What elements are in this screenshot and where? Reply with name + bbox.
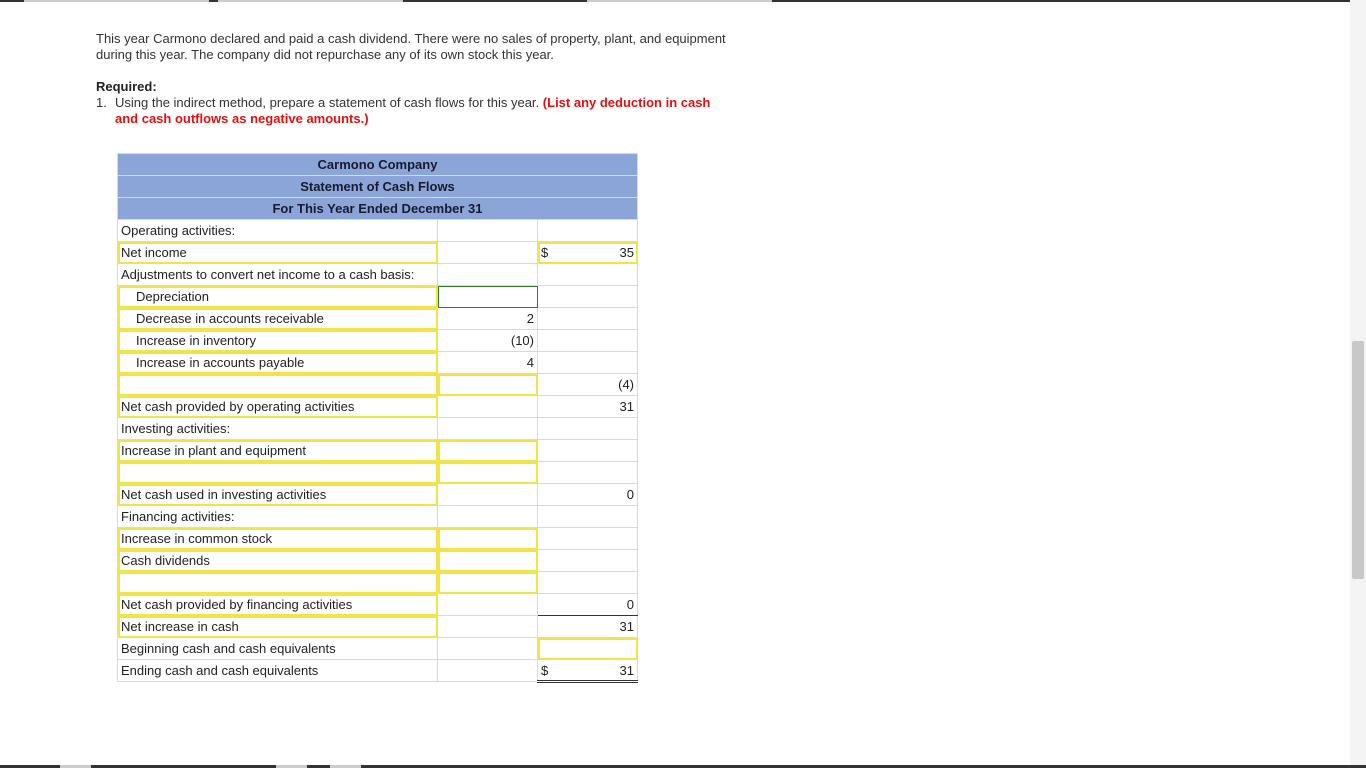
amount-cell bbox=[438, 264, 538, 286]
row-label: Beginning cash and cash equivalents bbox=[118, 638, 438, 660]
amount-value[interactable]: (10) bbox=[438, 330, 538, 352]
row-label-dropdown[interactable]: Increase in plant and equipment bbox=[118, 440, 438, 462]
amount-cell bbox=[438, 220, 538, 242]
row-label-dropdown[interactable] bbox=[118, 462, 438, 484]
required-section bbox=[96, 79, 736, 127]
header-row bbox=[118, 176, 638, 198]
table-row bbox=[118, 550, 638, 572]
required-item-number: 1. bbox=[96, 95, 107, 110]
table-row bbox=[118, 220, 638, 242]
table-row bbox=[118, 330, 638, 352]
total-cell bbox=[538, 440, 638, 462]
amount-input[interactable] bbox=[438, 572, 538, 594]
table-row bbox=[118, 572, 638, 594]
table-row bbox=[118, 308, 638, 330]
total-input[interactable] bbox=[538, 638, 638, 660]
required-instruction: Using the indirect method, prepare a statement of cash flows for this year. bbox=[115, 95, 540, 110]
company-name: Carmono Company bbox=[118, 154, 638, 176]
total-cell bbox=[538, 418, 638, 440]
total-cell bbox=[538, 528, 638, 550]
statement-title: Statement of Cash Flows bbox=[118, 176, 638, 198]
total-value[interactable]: 0 bbox=[538, 594, 638, 616]
cash-flow-statement-table bbox=[117, 153, 638, 683]
required-item-text bbox=[115, 95, 736, 127]
header-row bbox=[118, 198, 638, 220]
total-value: 35 bbox=[619, 245, 634, 260]
amount-cell bbox=[438, 418, 538, 440]
row-label-dropdown[interactable]: Decrease in accounts receivable bbox=[118, 308, 438, 330]
row-label-dropdown[interactable]: Cash dividends bbox=[118, 550, 438, 572]
total-cell bbox=[538, 550, 638, 572]
total-value: 31 bbox=[619, 662, 634, 678]
table-row bbox=[118, 242, 638, 264]
amount-cell bbox=[438, 506, 538, 528]
total-value[interactable]: 0 bbox=[538, 484, 638, 506]
table-row bbox=[118, 506, 638, 528]
total-input[interactable] bbox=[538, 242, 638, 264]
statement-period: For This Year Ended December 31 bbox=[118, 198, 638, 220]
row-label-dropdown[interactable]: Net increase in cash bbox=[118, 616, 438, 638]
total-cell bbox=[538, 286, 638, 308]
table-row bbox=[118, 418, 638, 440]
amount-input[interactable] bbox=[438, 440, 538, 462]
row-label-dropdown[interactable] bbox=[118, 572, 438, 594]
table-row bbox=[118, 440, 638, 462]
row-label-dropdown[interactable] bbox=[118, 374, 438, 396]
total-value[interactable]: 31 bbox=[538, 396, 638, 418]
amount-input-active[interactable] bbox=[438, 286, 538, 308]
total-value[interactable]: 31 bbox=[538, 616, 638, 638]
question-content bbox=[96, 31, 736, 127]
table-row bbox=[118, 594, 638, 616]
row-label-dropdown[interactable]: Depreciation bbox=[118, 286, 438, 308]
amount-cell bbox=[438, 594, 538, 616]
row-label: Financing activities: bbox=[118, 506, 438, 528]
row-label-dropdown[interactable]: Net cash used in investing activities bbox=[118, 484, 438, 506]
table-row bbox=[118, 264, 638, 286]
row-label-dropdown[interactable]: Increase in accounts payable bbox=[118, 352, 438, 374]
total-value[interactable]: (4) bbox=[538, 374, 638, 396]
amount-cell bbox=[438, 242, 538, 264]
amount-input[interactable] bbox=[438, 550, 538, 572]
amount-input[interactable] bbox=[438, 462, 538, 484]
table-row bbox=[118, 396, 638, 418]
row-label: Operating activities: bbox=[118, 220, 438, 242]
total-cell bbox=[538, 506, 638, 528]
total-cell bbox=[538, 264, 638, 286]
total-cell bbox=[538, 572, 638, 594]
total-cell bbox=[538, 220, 638, 242]
vertical-scrollbar[interactable] bbox=[1350, 0, 1366, 768]
total-cell bbox=[538, 330, 638, 352]
required-item bbox=[96, 95, 736, 127]
top-tab-indicator bbox=[24, 0, 209, 2]
currency-symbol: $ bbox=[541, 662, 549, 678]
ending-cash-total bbox=[538, 660, 638, 682]
amount-input[interactable] bbox=[438, 374, 538, 396]
top-tab-indicator bbox=[587, 0, 772, 2]
row-label-dropdown[interactable]: Increase in common stock bbox=[118, 528, 438, 550]
table-row bbox=[118, 286, 638, 308]
row-label-dropdown[interactable]: Net cash provided by operating activities bbox=[118, 396, 438, 418]
required-note: (List any deduction in cash and cash outflows as negative amounts.) bbox=[115, 95, 711, 126]
amount-cell bbox=[438, 396, 538, 418]
total-cell bbox=[538, 308, 638, 330]
header-row bbox=[118, 154, 638, 176]
top-tab-indicator bbox=[218, 0, 403, 2]
row-label: Investing activities: bbox=[118, 418, 438, 440]
amount-cell bbox=[438, 660, 538, 682]
table-row bbox=[118, 462, 638, 484]
table-row bbox=[118, 660, 638, 682]
required-label: Required: bbox=[96, 79, 157, 94]
row-label-dropdown[interactable]: Net cash provided by financing activities bbox=[118, 594, 438, 616]
row-label-dropdown[interactable]: Net income bbox=[118, 242, 438, 264]
question-intro: This year Carmono declared and paid a cash dividend. There were no sales of property, plant, and equipment during this year. The company did not repurchase any of its own stock this year. bbox=[96, 31, 726, 62]
amount-cell bbox=[438, 616, 538, 638]
total-cell bbox=[538, 462, 638, 484]
amount-input[interactable] bbox=[438, 528, 538, 550]
row-label: Adjustments to convert net income to a cash basis: bbox=[118, 264, 438, 286]
table-row bbox=[118, 374, 638, 396]
row-label: Ending cash and cash equivalents bbox=[118, 660, 438, 682]
table-row bbox=[118, 484, 638, 506]
amount-cell bbox=[438, 484, 538, 506]
amount-value[interactable]: 4 bbox=[438, 352, 538, 374]
amount-value[interactable]: 2 bbox=[438, 308, 538, 330]
table-row bbox=[118, 352, 638, 374]
currency-symbol: $ bbox=[541, 245, 549, 260]
table-row bbox=[118, 638, 638, 660]
amount-cell bbox=[438, 638, 538, 660]
table-row bbox=[118, 528, 638, 550]
total-cell bbox=[538, 352, 638, 374]
row-label-dropdown[interactable]: Increase in inventory bbox=[118, 330, 438, 352]
scrollbar-thumb[interactable] bbox=[1352, 341, 1364, 579]
table-row bbox=[118, 616, 638, 638]
